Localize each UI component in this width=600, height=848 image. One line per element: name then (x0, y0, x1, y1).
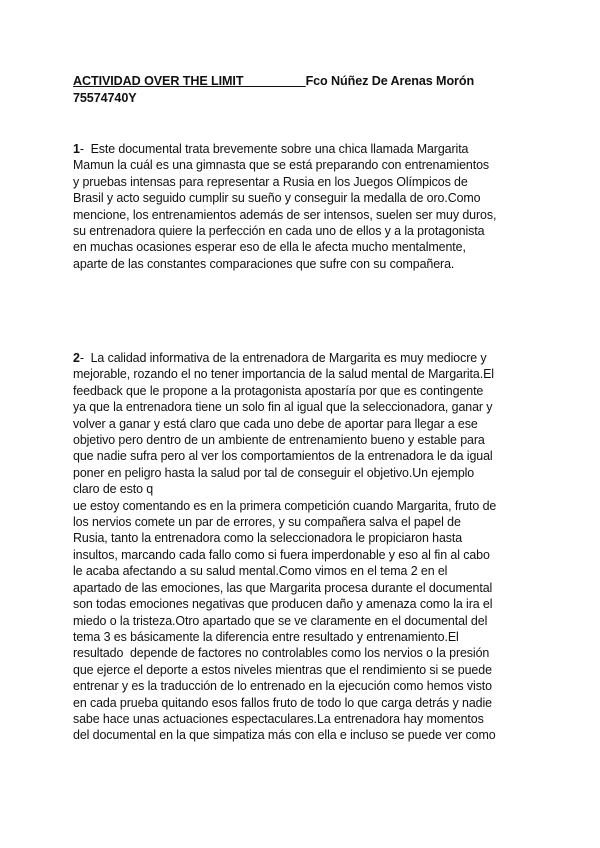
activity-title-text: ACTIVIDAD OVER THE LIMIT (73, 74, 244, 88)
paragraph-line: feedback que le propone a la protagonista apostaría por que es contingente (73, 383, 484, 398)
paragraph-line: entrenar y es la traducción de lo entrenado en la ejecución como hemos visto (73, 679, 492, 694)
paragraph-line: poner en peligro hasta la salud por tal de conseguir el objetivo.Un ejemplo (73, 465, 475, 480)
student-id: 75574740Y (73, 91, 137, 105)
paragraph-line: ue estoy comentando es en la primera competición cuando Margarita, fruto de (73, 498, 497, 513)
paragraph-line: 1- Este documental trata brevemente sobre una chica llamada Margarita (73, 142, 469, 156)
paragraph-line: objetivo pero dentro de un ambiente de entrenamiento bueno y estable para (73, 433, 485, 448)
paragraph-line: que nadie sufra pero al ver los comportamientos de la entrenadora le da igual (73, 449, 493, 464)
paragraph-line: y pruebas intensas para representar a Rusia en los Juegos Olímpicos de (73, 174, 468, 189)
paragraph-line: mejorable, rozando el no tener importancia de la salud mental de Margarita.El (73, 367, 494, 382)
paragraph-line: Mamun la cuál es una gimnasta que se está preparando con entrenamientos (73, 158, 490, 173)
paragraph-line: insultos, marcando cada fallo como si fuera imperdonable y eso al fin al cabo (73, 547, 490, 562)
paragraph-line: Rusia, tanto la entrenadora como la seleccionadora le propiciaron hasta (73, 531, 463, 546)
paragraph-line: le acaba afectando a su salud mental.Como vimos en el tema 2 en el (73, 564, 448, 579)
header-line (73, 73, 543, 90)
author-name: Fco Núñez De Arenas Morón (305, 74, 475, 88)
activity-title (73, 74, 306, 88)
paragraph-line: miedo o la tristeza.Otro apartado que se ve claramente en el documental del (73, 613, 488, 628)
paragraph-line: ya que la entrenadora tiene un solo fin al igual que la seleccionadora, ganar y (73, 400, 493, 415)
paragraph-line: sabe hace unas actuaciones espectaculares.La entrenadora hay momentos (73, 711, 484, 726)
section-number: 2 (73, 351, 80, 365)
title-separator: _________ (243, 74, 306, 88)
paragraph-line: volver a ganar y está claro que cada uno debe de aportar para llegar a ese (73, 416, 478, 431)
paragraph-line: son todas emociones negativas que producen daño y amenaza como la ira el (73, 597, 493, 612)
paragraph-line: su entrenadora quiere la perfección en cada uno de ellos y a la protagonista (73, 224, 485, 239)
paragraph-line: apartado de las emociones, las que Margarita procesa durante el documental (73, 580, 493, 595)
paragraph-line: del documental en la que simpatiza más con ella e incluso se puede ver como (73, 728, 496, 743)
paragraph-line: resultado depende de factores no controlables como los nervios o la presión (73, 646, 490, 661)
paragraph-line: en cada prueba quitando esos fallos fruto de todo lo que carga detrás y nadie (73, 695, 492, 710)
paragraph-line: 2- La calidad informativa de la entrenadora de Margarita es muy mediocre y (73, 351, 487, 365)
paragraph-line: claro de esto q (73, 482, 154, 497)
paragraph-1 (73, 141, 533, 272)
paragraph-line: mencione, los entrenamientos además de ser intensos, suelen ser muy duros, (73, 207, 497, 222)
paragraph-line: Brasil y acto seguido cumplir su sueño y conseguir la medalla de oro.Como (73, 191, 481, 206)
paragraph-line: los nervios comete un par de errores, y su compañera salva el papel de (73, 515, 461, 530)
section-number: 1 (73, 142, 80, 156)
paragraph-line: tema 3 es básicamente la diferencia entre resultado y entrenamiento.El (73, 629, 459, 644)
paragraph-line: aparte de las constantes comparaciones que sufre con su compañera. (73, 256, 455, 271)
paragraph-line: que ejerce el deporte a estos niveles mientras que el rendimiento si se puede (73, 662, 492, 677)
document-header (73, 73, 543, 107)
paragraph-line: en muchas ocasiones esperar eso de ella le afecta mucho mentalmente, (73, 240, 466, 255)
paragraph-2 (73, 350, 533, 744)
